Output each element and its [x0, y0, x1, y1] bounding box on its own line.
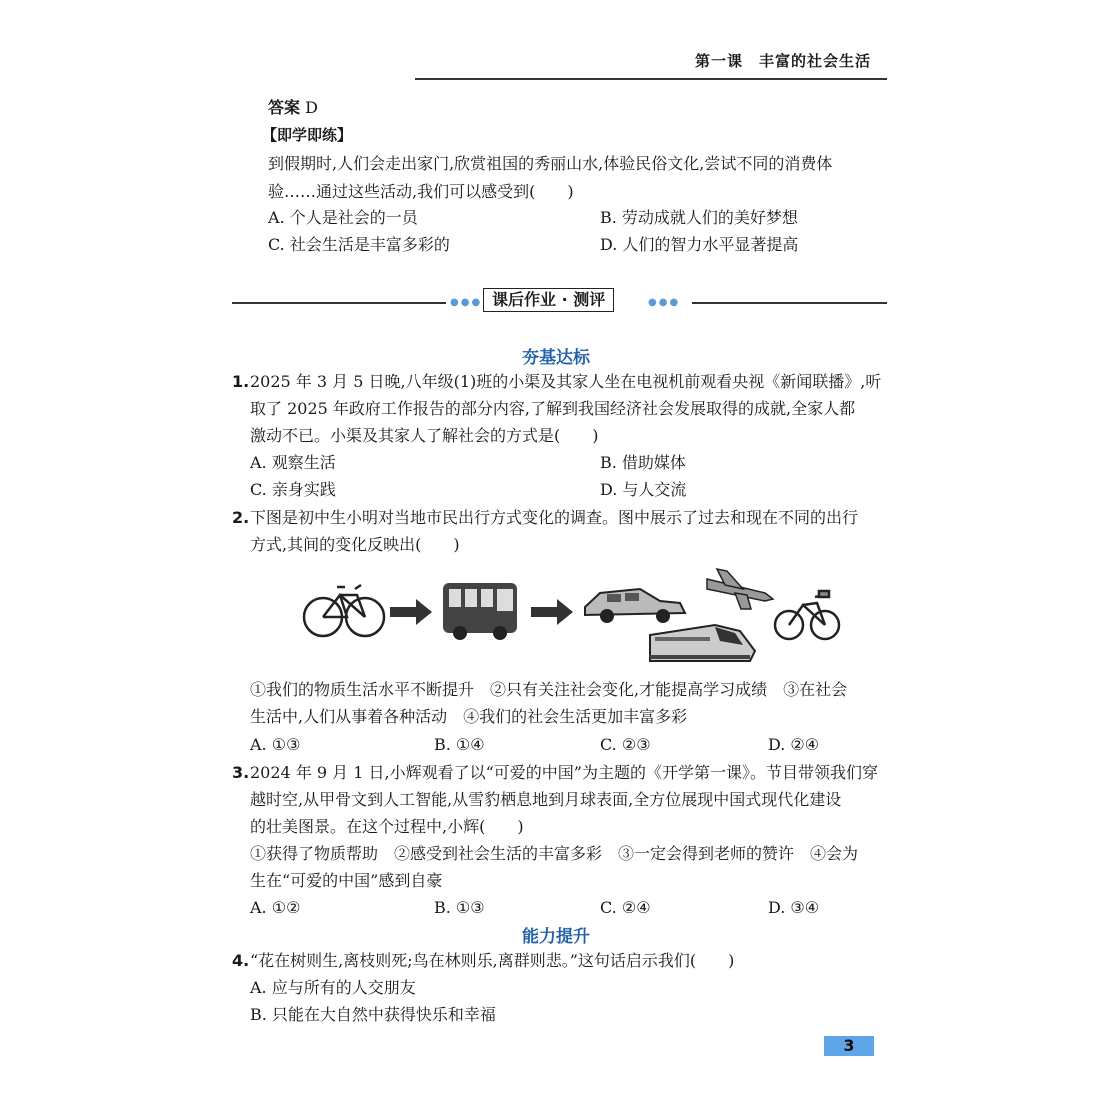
- q4-option-b: B. 只能在大自然中获得快乐和幸福: [250, 1005, 496, 1024]
- arrow-right-icon: [390, 599, 432, 625]
- answer-value: D: [305, 98, 318, 117]
- shared-bicycle-icon: [775, 591, 839, 639]
- q2-option-c: C. ②③: [600, 735, 651, 754]
- q3-statement-2: 生在“可爱的中国”感到自豪: [250, 871, 443, 890]
- q3-option-c: C. ②④: [600, 898, 651, 917]
- q2-statement-2: 生活中,人们从事着各种活动 ④我们的社会生活更加丰富多彩: [250, 707, 688, 726]
- section-title-ability: 能力提升: [522, 927, 590, 947]
- q1-option-c: C. 亲身实践: [250, 480, 336, 499]
- practice-option-b: B. 劳动成就人们的美好梦想: [600, 208, 798, 227]
- q3-option-d: D. ③④: [768, 898, 820, 917]
- q1-line-1: 2025 年 3 月 5 日晚,八年级(1)班的小渠及其家人坐在电视机前观看央视《新闻联播》,听: [250, 372, 882, 391]
- q2-option-a: A. ①③: [250, 735, 301, 754]
- practice-line-1: 到假期时,人们会走出家门,欣赏祖国的秀丽山水,体验民俗文化,尝试不同的消费体: [268, 154, 833, 173]
- q1-line-2: 取了 2025 年政府工作报告的部分内容,了解到我国经济社会发展取得的成就,全家人都: [250, 399, 856, 418]
- section-title-basic: 夯基达标: [522, 348, 590, 368]
- practice-option-c: C. 社会生活是丰富多彩的: [268, 235, 450, 254]
- banner-dots-left: ●●●: [450, 297, 483, 308]
- q1-number: 1.: [232, 372, 250, 391]
- banner-dots-right: ●●●: [648, 297, 681, 308]
- bus-icon: [443, 583, 517, 640]
- banner-rule-left: [232, 302, 446, 304]
- q3-number: 3.: [232, 763, 250, 782]
- q2-option-d: D. ②④: [768, 735, 820, 754]
- q3-line-3: 的壮美图景。在这个过程中,小辉( ): [250, 817, 524, 836]
- arrow-right-icon: [531, 599, 573, 625]
- q2-line-1: 下图是初中生小明对当地市民出行方式变化的调查。图中展示了过去和现在不同的出行: [250, 508, 859, 527]
- q3-option-a: A. ①②: [250, 898, 301, 917]
- q1-option-b: B. 借助媒体: [600, 453, 686, 472]
- chapter-header: 第一课 丰富的社会生活: [695, 52, 872, 70]
- q4-line-1: “花在树则生,离枝则死;鸟在林则乐,离群则悲。”这句话启示我们( ): [250, 951, 735, 970]
- q3-line-1: 2024 年 9 月 1 日,小辉观看了以“可爱的中国”为主题的《开学第一课》。节目带领我们穿: [250, 763, 878, 782]
- q1-option-d: D. 与人交流: [600, 480, 687, 499]
- car-icon: [585, 589, 685, 623]
- header-rule: [415, 78, 887, 80]
- airplane-icon: [707, 569, 773, 609]
- q4-option-a: A. 应与所有的人交朋友: [250, 978, 416, 997]
- practice-option-a: A. 个人是社会的一员: [268, 208, 418, 227]
- q1-option-a: A. 观察生活: [250, 453, 336, 472]
- q2-statement-1: ①我们的物质生活水平不断提升 ②只有关注社会变化,才能提高学习成绩 ③在社会: [250, 680, 848, 699]
- q2-number: 2.: [232, 508, 250, 527]
- q2-line-2: 方式,其间的变化反映出( ): [250, 535, 460, 554]
- practice-line-2: 验……通过这些活动,我们可以感受到( ): [268, 182, 574, 201]
- answer-label: 答案: [268, 98, 301, 117]
- bicycle-icon: [304, 585, 384, 636]
- page-number: 3: [824, 1036, 874, 1056]
- banner-rule-right: [692, 302, 887, 304]
- practice-option-d: D. 人们的智力水平显著提高: [600, 235, 799, 254]
- q3-line-2: 越时空,从甲骨文到人工智能,从雪豹栖息地到月球表面,全方位展现中国式现代化建设: [250, 790, 842, 809]
- practice-title: 【即学即练】: [262, 126, 353, 144]
- q3-statement-1: ①获得了物质帮助 ②感受到社会生活的丰富多彩 ③一定会得到老师的赞许 ④会为: [250, 844, 859, 863]
- homework-banner: 课后作业 · 测评: [483, 288, 614, 312]
- q2-option-b: B. ①④: [434, 735, 485, 754]
- q4-number: 4.: [232, 951, 250, 970]
- q3-option-b: B. ①③: [434, 898, 485, 917]
- transport-illustration: [295, 565, 855, 675]
- answer-line: [268, 94, 318, 122]
- q1-line-3: 激动不已。小渠及其家人了解社会的方式是( ): [250, 426, 599, 445]
- high-speed-train-icon: [650, 625, 755, 661]
